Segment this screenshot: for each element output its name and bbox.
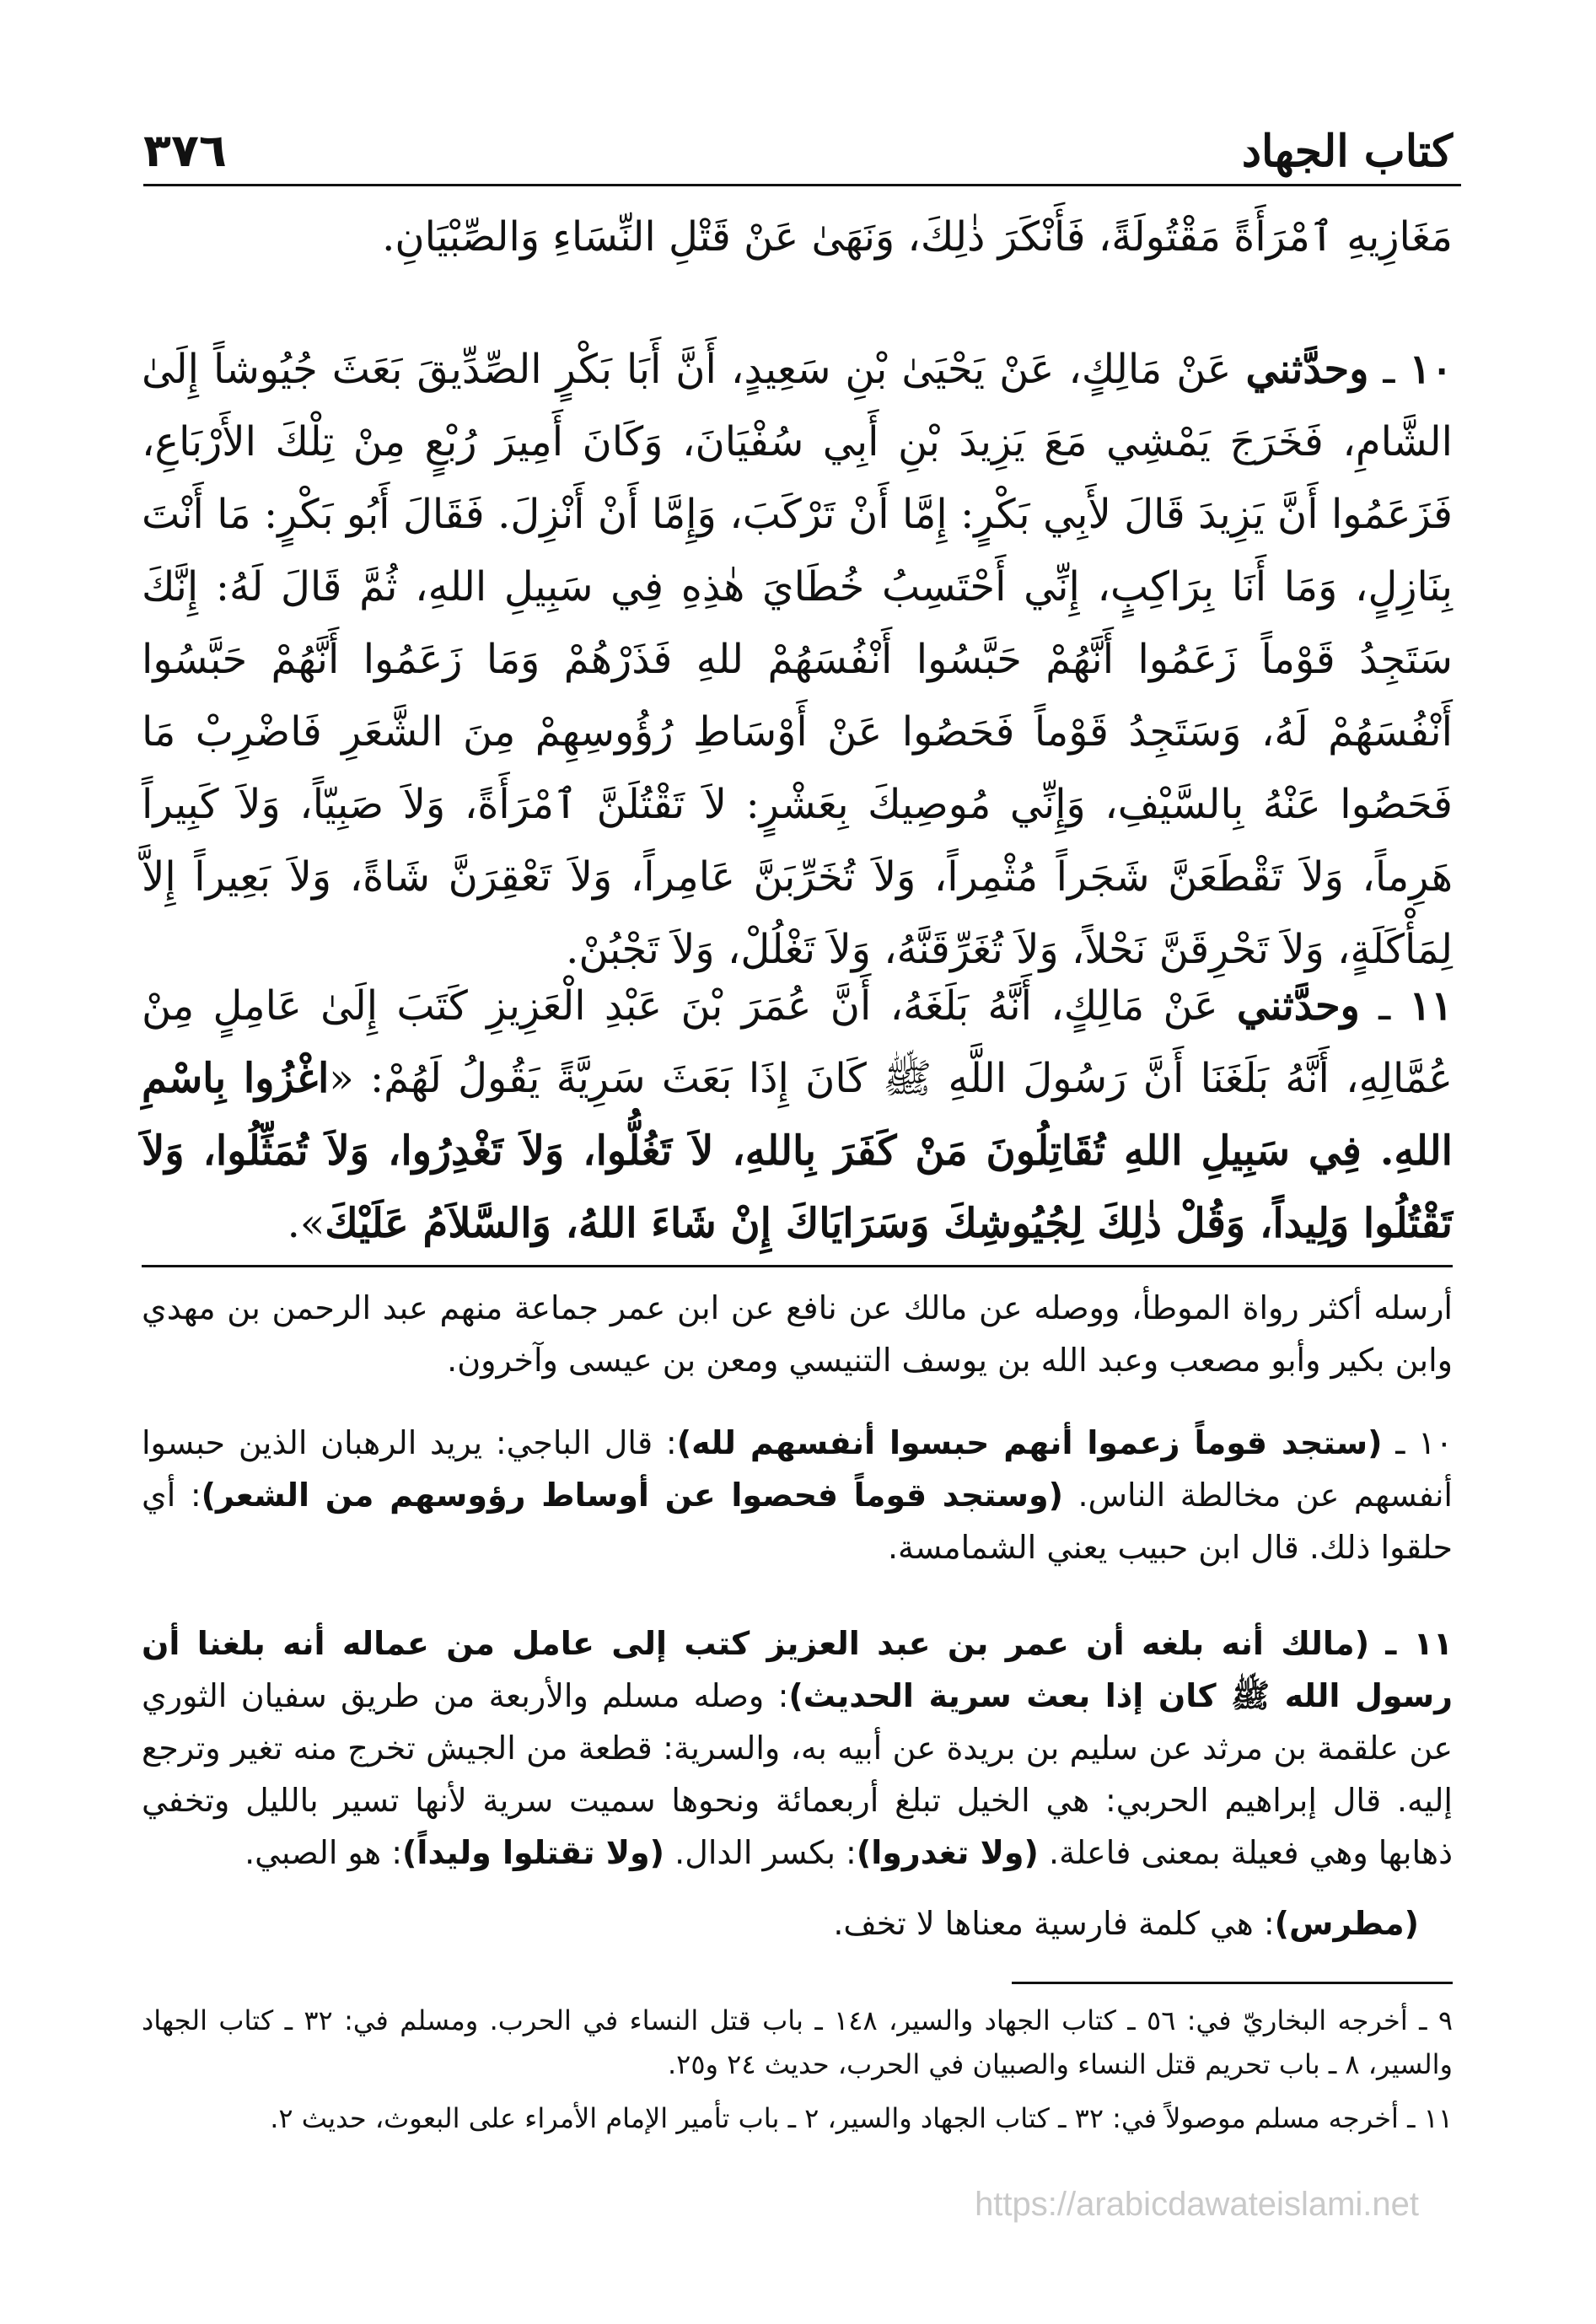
hadith-11-keyword: وحدَّثني (1236, 982, 1360, 1030)
hadith-11-prophetic-saying: اغْزُوا بِاسْمِ اللهِ. فِي سَبِيلِ اللهِ تُقَاتِلُونَ مَنْ كَفَرَ بِاللهِ، لاَ تَغُلُّوا، وَلاَ تَغْدِرُوا، وَلاَ تُمَثِّلُوا، وَلاَ تَقْتُلُوا وَلِيداً، وَقُلْ ذٰلِكَ لِجُيُوشِكَ وَسَرَايَاكَ إِنْ شَاءَ اللهُ، وَالسَّلاَمُ عَلَيْكَ (142, 1055, 1453, 1247)
footnote-9-text: ٩ ـ أخرجه البخاريّ في: ٥٦ ـ كتاب الجهاد والسير، ١٤٨ ـ باب قتل النساء في الحرب. ومسلم في: ٣٢ ـ كتاب الجهاد والسير، ٨ ـ باب تحريم قتل النساء والصبيان في الحرب، حديث ٢٤ و٢٥. (142, 2004, 1454, 2080)
commentary-11-text-2: : بكسر الدال. (674, 1834, 857, 1871)
hadith-11-number: ١١ (1409, 982, 1453, 1030)
commentary-11-lemma-3: (ولا تقتلوا وليداً) (402, 1834, 665, 1871)
hadith-10-number: ١٠ (1409, 346, 1454, 393)
commentary-11 (142, 1617, 1453, 1879)
commentary-10-number: ١٠ ـ (1395, 1424, 1453, 1461)
header-divider (143, 184, 1461, 186)
commentary-11-text-1: : وصله مسلم والأربعة من طريق سفيان الثوري عن علقمة بن مرثد عن سليم بن بريدة عن أبيه به، والسرية: قطعة من الجيش تخرج منه تغير وترجع إليه. قال إبراهيم الحربي: هي الخيل تبلغ أربعمائة ونحوها سميت سرية لأنها تسير بالليل وتخفي ذهابها وهي فعيلة بمعنى فاعلة. (142, 1677, 1453, 1871)
hadith-10-keyword: وحدَّثني (1245, 346, 1369, 393)
footnote-11-text: ١١ ـ أخرجه مسلم موصولاً في: ٣٢ ـ كتاب الجهاد والسير، ٢ ـ باب تأمير الإمام الأمراء على البعوث، حديث ٢. (270, 2102, 1453, 2134)
commentary-10-text-1: : قال الباجي: يريد الرهبان الذين حبسوا أنفسهم عن مخالطة الناس. (142, 1424, 1453, 1514)
hadith-10: ١٠ ـ وحدَّثني عَنْ مَالِكٍ، عَنْ يَحْيَىٰ بْنِ سَعِيدٍ، أَنَّ أَبَا بَكْرٍ الصِّدِّيقَ بَعَثَ جُيُوشاً إِلَىٰ الشَّامِ، فَخَرَجَ يَمْشِي مَعَ يَزِيدَ بْنِ أَبِي سُفْيَانَ، وَكَانَ أَمِيرَ رُبْعٍ مِنْ تِلْكَ الأَرْبَاعِ، فَزَعَمُوا أَنَّ يَزِيدَ قَالَ لأَبِي بَكْرٍ: إِمَّا أَنْ تَرْكَبَ، وَإِمَّا أَنْ أَنْزِلَ. فَقَالَ أَبُو بَكْرٍ: مَا أَنْتَ بِنَازِلٍ، وَمَا أَنَا بِرَاكِبٍ، إِنِّي أَحْتَسِبُ خُطَايَ هٰذِهِ فِي سَبِيلِ اللهِ، ثُمَّ قَالَ لَهُ: إِنَّكَ سَتَجِدُ قَوْماً زَعَمُوا أَنَّهُمْ حَبَّسُوا أَنْفُسَهُمْ للهِ فَذَرْهُمْ وَمَا زَعَمُوا أَنَّهُمْ حَبَّسُوا أَنْفُسَهُمْ لَهُ، وَسَتَجِدُ قَوْماً فَحَصُوا عَنْ أَوْسَاطِ رُؤُوسِهِمْ مِنَ الشَّعَرِ فَاضْرِبْ مَا فَحَصُوا عَنْهُ بِالسَّيْفِ، وَإِنِّي مُوصِيكَ بِعَشْرٍ: لاَ تَقْتُلَنَّ ٱمْرَأَةً، وَلاَ صَبِيّاً، وَلاَ كَبِيراً هَرِماً، وَلاَ تَقْطَعَنَّ شَجَراً مُثْمِراً، وَلاَ تُخَرِّبَنَّ عَامِراً، وَلاَ تَعْقِرَنَّ شَاةً، وَلاَ بَعِيراً إِلاَّ لِمَأْكَلَةٍ، وَلاَ تَحْرِقَنَّ نَحْلاً، وَلاَ تُغَرِّقَنَّهُ، وَلاَ تَغْلُلْ، وَلاَ تَجْبُنْ. (142, 346, 1454, 973)
hadith-11: ١١ ـ وحدَّثني عَنْ مَالِكٍ، أَنَّهُ بَلَغَهُ، أَنَّ عُمَرَ بْنَ عَبْدِ الْعَزِيزِ كَتَبَ إِلَىٰ عَامِلٍ مِنْ عُمَّالِهِ، أَنَّهُ بَلَغَنَا أَنَّ رَسُولَ اللَّهِ ﷺ كَانَ إِذَا بَعَثَ سَرِيَّةً يَقُولُ لَهُمْ: «اغْزُوا بِاسْمِ اللهِ. فِي سَبِيلِ اللهِ تُقَاتِلُونَ مَنْ كَفَرَ بِاللهِ، لاَ تَغُلُّوا، وَلاَ تَغْدِرُوا، وَلاَ تُمَثِّلُوا، وَلاَ تَقْتُلُوا وَلِيداً، وَقُلْ ذٰلِكَ لِجُيُوشِكَ وَسَرَايَاكَ إِنْ شَاءَ اللهُ، وَالسَّلاَمُ عَلَيْكَ». (142, 982, 1454, 1247)
commentary-intro-text: أرسله أكثر رواة الموطأ، ووصله عن مالك عن نافع عن ابن عمر جماعة منهم عبد الرحمن بن مهدي وابن بكير وأبو مصعب وعبد الله بن يوسف التنيسي ومعن بن عيسى وآخرون. (142, 1289, 1453, 1379)
page-header (143, 101, 1453, 177)
hadith-continuation (142, 201, 1453, 273)
commentary-mtrs-text: : هي كلمة فارسية معناها لا تخف. (833, 1905, 1275, 1942)
footnote-11 (142, 2096, 1453, 2140)
commentary-11-lemma-1: (مالك أنه بلغه أن عمر بن عبد العزيز كتب إلى عامل من عماله أنه بلغنا أن رسول الله ﷺ كان إذا بعث سرية الحديث) (142, 1625, 1453, 1714)
hadith-11-end: ». (287, 1200, 325, 1247)
commentary-mtrs-lemma: (مطرس) (1274, 1905, 1419, 1942)
page-number: ٣٧٦ (143, 124, 227, 177)
hadith-11-text: عَنْ مَالِكٍ، أَنَّهُ بَلَغَهُ، أَنَّ عُمَرَ بْنَ عَبْدِ الْعَزِيزِ كَتَبَ إِلَىٰ عَامِلٍ مِنْ عُمَّالِهِ، أَنَّهُ بَلَغَنَا أَنَّ رَسُولَ اللَّهِ ﷺ كَانَ إِذَا بَعَثَ سَرِيَّةً يَقُولُ لَهُمْ: « (142, 982, 1454, 1102)
commentary-11-number: ١١ ـ (1385, 1625, 1454, 1662)
commentary-11-text-3: : هو الصبي. (245, 1834, 403, 1871)
watermark-url: https://arabicdawateislami.net (975, 2186, 1419, 2223)
commentary-intro (142, 1282, 1453, 1386)
hadith-10-text: عَنْ مَالِكٍ، عَنْ يَحْيَىٰ بْنِ سَعِيدٍ، أَنَّ أَبَا بَكْرٍ الصِّدِّيقَ بَعَثَ جُيُوشاً إِلَىٰ الشَّامِ، فَخَرَجَ يَمْشِي مَعَ يَزِيدَ بْنِ أَبِي سُفْيَانَ، وَكَانَ أَمِيرَ رُبْعٍ مِنْ تِلْكَ الأَرْبَاعِ، فَزَعَمُوا أَنَّ يَزِيدَ قَالَ لأَبِي بَكْرٍ: إِمَّا أَنْ تَرْكَبَ، وَإِمَّا أَنْ أَنْزِلَ. فَقَالَ أَبُو بَكْرٍ: مَا أَنْتَ بِنَازِلٍ، وَمَا أَنَا بِرَاكِبٍ، إِنِّي أَحْتَسِبُ خُطَايَ هٰذِهِ فِي سَبِيلِ اللهِ، ثُمَّ قَالَ لَهُ: إِنَّكَ سَتَجِدُ قَوْماً زَعَمُوا أَنَّهُمْ حَبَّسُوا أَنْفُسَهُمْ للهِ فَذَرْهُمْ وَمَا زَعَمُوا أَنَّهُمْ حَبَّسُوا أَنْفُسَهُمْ لَهُ، وَسَتَجِدُ قَوْماً فَحَصُوا عَنْ أَوْسَاطِ رُؤُوسِهِمْ مِنَ الشَّعَرِ فَاضْرِبْ مَا فَحَصُوا عَنْهُ بِالسَّيْفِ، وَإِنِّي مُوصِيكَ بِعَشْرٍ: لاَ تَقْتُلَنَّ ٱمْرَأَةً، وَلاَ صَبِيّاً، وَلاَ كَبِيراً هَرِماً، وَلاَ تَقْطَعَنَّ شَجَراً مُثْمِراً، وَلاَ تُخَرِّبَنَّ عَامِراً، وَلاَ تَعْقِرَنَّ شَاةً، وَلاَ بَعِيراً إِلاَّ لِمَأْكَلَةٍ، وَلاَ تَحْرِقَنَّ نَحْلاً، وَلاَ تُغَرِّقَنَّهُ، وَلاَ تَغْلُلْ، وَلاَ تَجْبُنْ. (142, 346, 1453, 973)
commentary-10-lemma-2: (وستجد قوماً فحصوا عن أوساط رؤوسهم من الشعر) (201, 1477, 1063, 1514)
commentary-divider (142, 1265, 1453, 1267)
commentary-10-text-2: : أي حلقوا ذلك. قال ابن حبيب يعني الشمامسة. (142, 1477, 1453, 1566)
footnotes-divider (1012, 1982, 1453, 1984)
hadith-continuation-text: مَغَازِيهِ ٱمْرَأَةً مَقْتُولَةً، فَأَنْكَرَ ذٰلِكَ، وَنَهَىٰ عَنْ قَتْلِ النِّسَاءِ وَالصِّبْيَانِ. (382, 213, 1453, 261)
book-title: كتاب الجهاد (1241, 126, 1453, 177)
footnote-9 (142, 1999, 1453, 2086)
commentary-10 (142, 1417, 1453, 1574)
commentary-10-lemma-1: (ستجد قوماً زعموا أنهم حبسوا أنفسهم لله) (676, 1424, 1383, 1461)
commentary-mtrs (142, 1897, 1453, 1950)
commentary-11-lemma-2: (ولا تغدروا) (856, 1834, 1039, 1871)
